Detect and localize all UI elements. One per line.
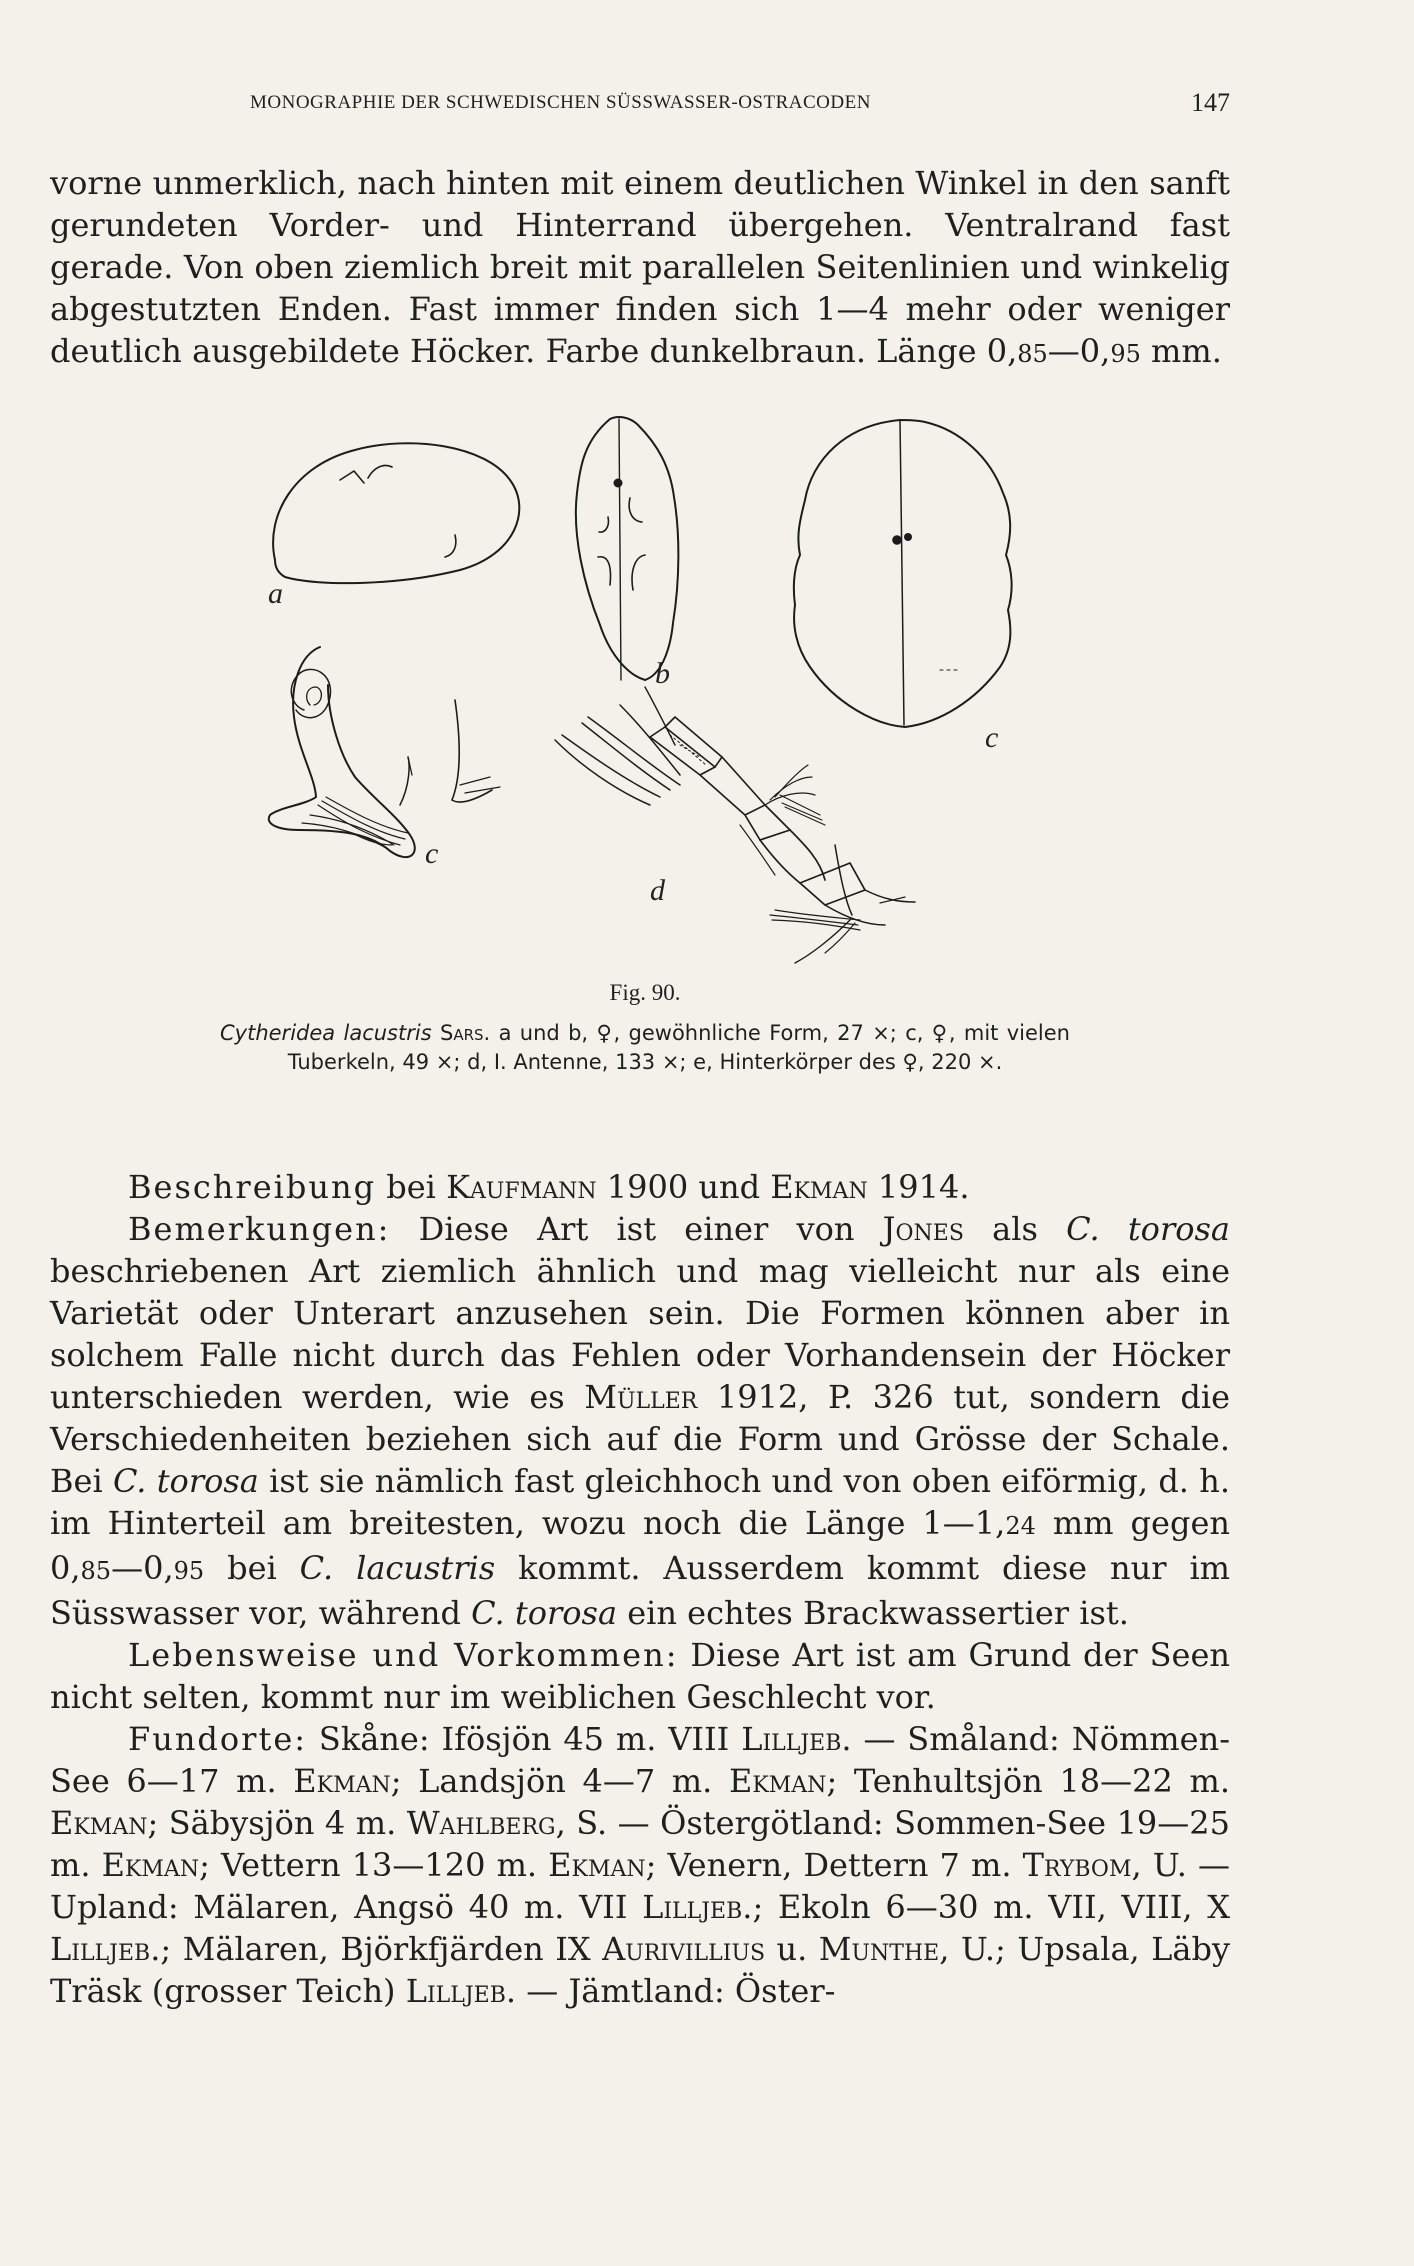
collector-name: Wahlberg — [406, 1804, 556, 1842]
text-run: 1914. — [867, 1168, 970, 1206]
number-fraction: 95 — [173, 1557, 205, 1585]
collector-name: Lilljeb. — [741, 1720, 852, 1758]
collector-name: Ekman — [50, 1804, 148, 1842]
species-name: C. torosa — [471, 1594, 618, 1632]
caption-author: Sars. — [440, 1021, 491, 1045]
page-number: 147 — [1191, 88, 1230, 117]
figure-label-c-top: c — [985, 721, 999, 754]
text-run: Diese Art ist einer von — [390, 1210, 883, 1248]
section-lead: Beschreibung — [128, 1168, 377, 1206]
text-run: ; Vettern 13—120 m. — [199, 1846, 549, 1884]
section-lead: Bemerkungen: — [128, 1210, 391, 1248]
antenna-d — [555, 687, 915, 963]
collector-name: Aurivillius — [602, 1930, 766, 1968]
text-run: ; Venern, Dettern 7 m. — [645, 1846, 1023, 1884]
text-run: u. — [765, 1930, 819, 1968]
caption-text — [220, 1019, 1070, 1077]
paragraph-bemerkungen — [50, 1208, 1230, 1634]
collector-name: Munthe — [818, 1930, 940, 1968]
paragraph-text: vorne unmerklich, nach hinten mit einem deutlichen Winkel in den sanft gerundeten Vorder- und Hinterrand übergehen. Ventralrand fast gerade. Von oben ziemlich breit mit parallelen Seitenlinien und winkelig abgestutzten Enden. Fast immer finden sich 1—4 mehr oder weniger deutlich ausgebildete Höcker. Farbe dunkelbraun. Länge 0, — [50, 164, 1230, 370]
species-name: C. torosa — [1066, 1210, 1231, 1248]
text-run: ein echtes Brackwassertier ist. — [617, 1594, 1129, 1632]
figure-label-d: d — [650, 874, 665, 907]
collector-name: Trybom — [1022, 1846, 1132, 1884]
text-run: ist sie nämlich fast gleichhoch und von oben eiförmig, d. h. im Hinterteil am breitesten, wozu noch die Länge 1—1, — [50, 1462, 1231, 1542]
text-run: , S. — Östergötland: Sommen-See 19—25 m. — [50, 1804, 1231, 1884]
text-run: Diese Art ist am Grund der Seen nicht selten, kommt nur im weiblichen Geschlecht vor. — [50, 1636, 1231, 1716]
author-name: Jones — [882, 1210, 964, 1248]
length-value-min: 85 — [1017, 340, 1048, 368]
text-run: als — [963, 1210, 1067, 1248]
species-name: C. lacustris — [299, 1549, 496, 1587]
shell-dorsal-view-c — [794, 420, 1012, 754]
figure-label-a: a — [268, 577, 283, 610]
shell-lateral-view-a — [268, 443, 519, 610]
caption-body: a und b, ♀, gewöhnliche Form, 27 ×; c, ♀, mit vielen Tuberkeln, 49 ×; d, I. Antenne, 133 ×; e, Hinterkörper des ♀, 220 ×. — [287, 1021, 1070, 1074]
main-text — [50, 1166, 1230, 2012]
author-name: Kaufmann — [446, 1168, 597, 1206]
text-run: bei — [376, 1168, 447, 1206]
paragraph-beschreibung — [50, 1166, 1230, 1208]
figure-drawing — [260, 405, 1120, 975]
page-header — [50, 88, 1230, 118]
number-fraction: 24 — [1005, 1512, 1036, 1540]
collector-name: Lilljeb. — [405, 1972, 517, 2010]
figure-90 — [260, 405, 1120, 975]
caption-species: Cytheridea lacustris — [220, 1021, 432, 1045]
section-lead: Lebensweise und Vorkommen: — [128, 1636, 679, 1674]
text-run: ; Tenhultsjön 18—22 m. — [826, 1762, 1231, 1800]
text-run: , U.; Upsala, Läby Träsk (grosser Teich) — [50, 1930, 1231, 2010]
text-run: bei — [204, 1549, 300, 1587]
figure-caption — [220, 978, 1070, 1077]
text-run: Skåne: Ifösjön 45 m. VIII — [307, 1720, 742, 1758]
collector-name: Ekman — [548, 1846, 646, 1884]
section-lead: Fundorte: — [128, 1720, 308, 1758]
paragraph-fundorte — [50, 1718, 1230, 2012]
collector-name: Ekman — [293, 1762, 391, 1800]
text-run: — Jämtland: Öster- — [516, 1972, 836, 2010]
collector-name: Ekman — [101, 1846, 200, 1884]
figure-number: Fig. 90. — [609, 980, 681, 1005]
text-run: beschriebenen Art ziemlich ähnlich und mag vielleicht nur als eine Varietät oder Unterart anzusehen sein. Die Formen können aber in solchem Falle nicht durch das Fehlen oder Vorhandensein der Höcker unterschieden werden, wie es — [50, 1252, 1230, 1416]
species-name: C. torosa — [112, 1462, 259, 1500]
text-run: ; Landsjön 4—7 m. — [390, 1762, 729, 1800]
text-run: 1912, P. 326 tut, sondern die Verschiedenheiten beziehen sich auf die Form und Grösse der Schale. Bei — [50, 1378, 1231, 1500]
paragraph-lebensweise — [50, 1634, 1230, 1718]
text-run: ; Ekoln 6—30 m. VII, VIII, X — [752, 1888, 1230, 1926]
text-run: kommt. Ausserdem kommt diese nur im Süsswasser vor, während — [50, 1549, 1231, 1632]
text-run: mm gegen 0, — [50, 1504, 1231, 1587]
collector-name: Lilljeb. — [50, 1930, 161, 1968]
number-fraction: 85 — [80, 1557, 112, 1585]
length-unit: mm. — [1140, 332, 1222, 370]
author-name: Müller — [584, 1378, 698, 1416]
length-value-max: 95 — [1110, 340, 1141, 368]
collector-name: Ekman — [728, 1762, 827, 1800]
hind-body-e — [269, 647, 500, 870]
text-run: ; Säbysjön 4 m. — [147, 1804, 407, 1842]
text-run: , U. — Upland: Mälaren, Angsö 40 m. VII — [50, 1846, 1231, 1926]
length-separator: —0, — [1047, 332, 1111, 370]
figure-label-c-bottom: c — [425, 837, 439, 870]
shell-dorsal-view-b — [576, 417, 679, 690]
figure-label-b: b — [655, 657, 670, 690]
collector-name: Lilljeb. — [642, 1888, 753, 1926]
text-run: 1900 und — [596, 1168, 771, 1206]
running-head: MONOGRAPHIE DER SCHWEDISCHEN SÜSSWASSER-OSTRACODEN — [250, 92, 871, 113]
text-run: ; Mälaren, Björkfjärden IX — [160, 1930, 603, 1968]
author-name: Ekman — [770, 1168, 868, 1206]
paragraph-description-continued — [50, 162, 1230, 375]
text-run: —0, — [111, 1549, 174, 1587]
text-run: — Småland: Nömmen-See 6—17 m. — [50, 1720, 1231, 1800]
